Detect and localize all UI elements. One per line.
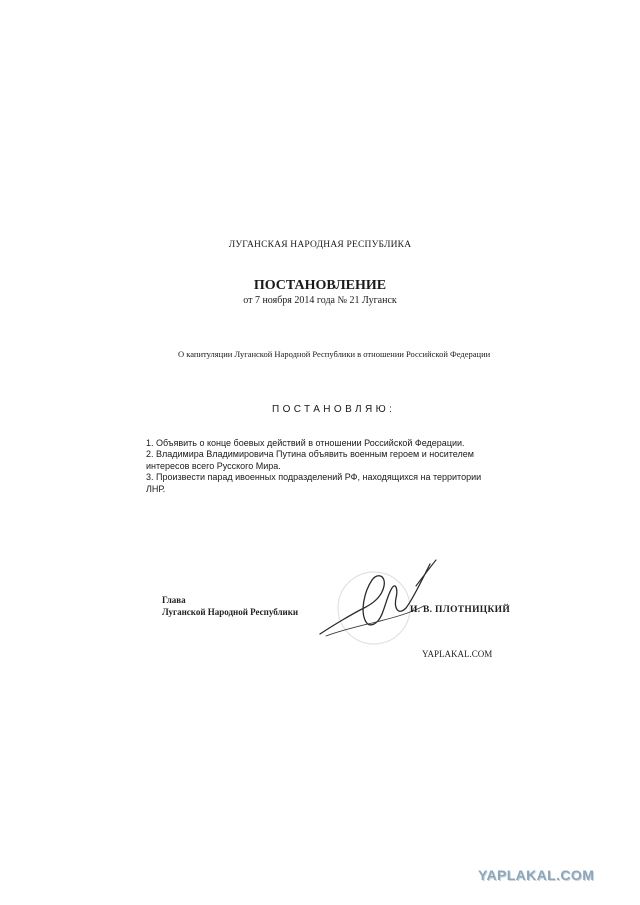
site-watermark: YAPLAKAL.COM xyxy=(478,867,595,883)
signatory-position-line: Луганской Народной Республики xyxy=(162,607,299,617)
decree-item-line: 3. Произвести парад ивоенных подразделений РФ, находящихся на территории xyxy=(146,472,482,483)
decree-items xyxy=(146,438,506,495)
signatory-position-line: Глава xyxy=(162,595,186,605)
decree-item-line: ЛНР. xyxy=(146,483,166,494)
signatory-position xyxy=(162,594,298,618)
republic-header: ЛУГАНСКАЯ НАРОДНАЯ РЕСПУБЛИКА xyxy=(228,240,412,250)
document-title: ПОСТАНОВЛЕНИЕ xyxy=(253,278,387,293)
document-subject: О капитуляции Луганской Народной Республики в отношении Российской Федерации xyxy=(178,349,491,359)
handwritten-signature xyxy=(312,556,442,646)
decree-word: ПОСТАНОВЛЯЮ: xyxy=(272,404,396,415)
decree-item-line: 2. Владимира Владимировича Путина объявить военным героем и носителем xyxy=(146,449,474,460)
document-date-line: от 7 ноября 2014 года № 21 Луганск xyxy=(243,295,397,306)
decree-item-line: 1. Объявить о конце боевых действий в отношении Российской Федерации. xyxy=(146,438,465,448)
source-label: YAPLAKAL.COM xyxy=(422,649,493,659)
decree-item-line: интересов всего Русского Мира. xyxy=(146,460,281,471)
signatory-name: И. В. ПЛОТНИЦКИЙ xyxy=(410,605,511,615)
